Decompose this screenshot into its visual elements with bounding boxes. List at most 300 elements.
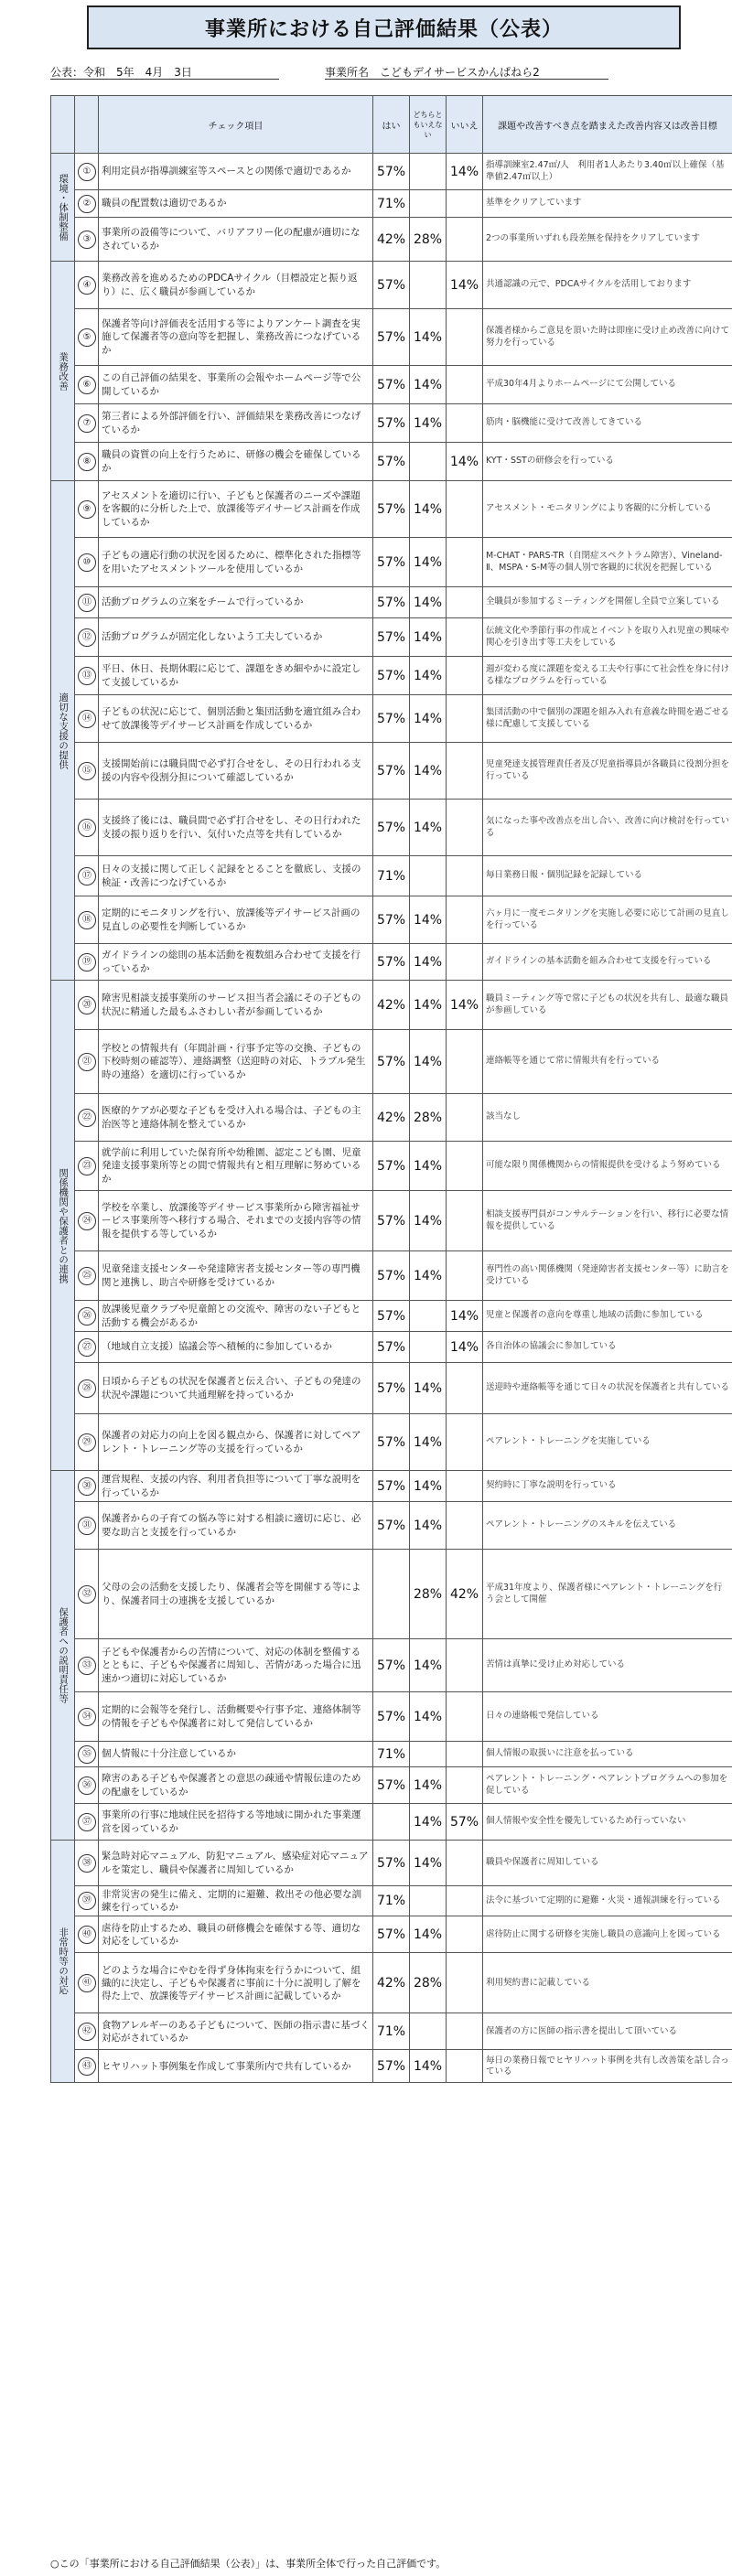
office-underline (325, 79, 608, 80)
neither-percent: 14% (410, 743, 447, 800)
yes-percent: 57% (373, 2050, 410, 2083)
neither-header: どちらともいえない (410, 96, 447, 154)
no-percent (447, 856, 483, 896)
check-item: ヒヤリハット事例集を作成して事業所内で共有しているか (99, 2050, 373, 2083)
row-number-cell (75, 587, 99, 618)
check-item: 障害のある子どもや保護者との意思の疎通や情報伝達のための配慮をしているか (99, 1767, 373, 1804)
row-number: ⑮ (78, 762, 96, 780)
neither-percent: 14% (410, 1502, 447, 1550)
no-percent (447, 2050, 483, 2083)
check-item: 児童発達支援センターや発達障害者支援センター等の専門機関と連携し、助言や研修を受けているか (99, 1251, 373, 1301)
neither-percent: 14% (410, 587, 447, 618)
row-number-cell (75, 981, 99, 1030)
row-number: ㉓ (78, 1157, 96, 1175)
check-item: 第三者による外部評価を行い、評価結果を業務改善につなげているか (99, 404, 373, 443)
improvement-note: 各自治体の協議会に参加している (483, 1332, 732, 1363)
check-item: 職員の配置数は適切であるか (99, 190, 373, 218)
table-row (51, 154, 732, 190)
check-item: ガイドラインの総則の基本活動を複数組み合わせて支援を行っているか (99, 944, 373, 981)
improvement-note: ペアレント・トレーニングのスキルを伝えている (483, 1502, 732, 1550)
neither-percent: 14% (410, 1692, 447, 1742)
row-number-cell (75, 944, 99, 981)
check-item: 日頃から子どもの状況を保護者と伝え合い、子どもの発達の状況や課題について共通理解を持っているか (99, 1363, 373, 1414)
check-item: 保護者の対応力の向上を図る観点から、保護者に対してペアレント・トレーニング等の支援を行っているか (99, 1414, 373, 1471)
check-item: 放課後児童クラブや児童館との交流や、障害のない子どもと活動する機会があるか (99, 1301, 373, 1332)
check-item: （地域自立支援）協議会等へ積極的に参加しているか (99, 1332, 373, 1363)
neither-percent: 14% (410, 800, 447, 856)
neither-percent: 14% (410, 1916, 447, 1953)
category-header (51, 96, 75, 154)
row-number: ㊲ (78, 1813, 96, 1831)
no-percent: 14% (447, 1301, 483, 1332)
yes-percent: 57% (373, 404, 410, 443)
row-number: ⑭ (78, 710, 96, 728)
row-number: ㉕ (78, 1267, 96, 1285)
no-percent (447, 800, 483, 856)
yes-percent: 42% (373, 981, 410, 1030)
improvement-note: 筋肉・脳機能に受けて改善してきている (483, 404, 732, 443)
yes-percent: 57% (373, 1251, 410, 1301)
check-item: 保護者等向け評価表を活用する等によりアンケート調査を実施して保護者等の意向等を把握し、業務改善につなげているか (99, 309, 373, 366)
no-percent (447, 404, 483, 443)
table-row (51, 190, 732, 218)
row-number-cell (75, 190, 99, 218)
yes-percent: 57% (373, 1767, 410, 1804)
yes-percent: 57% (373, 896, 410, 944)
row-number: ④ (78, 276, 96, 295)
improvement-note: 指導訓練室2.47㎡/人 利用者1人あたり3.40㎡以上確保（基準値2.47㎡以上） (483, 154, 732, 190)
neither-percent: 14% (410, 1414, 447, 1471)
neither-percent: 28% (410, 1953, 447, 2013)
yes-percent: 57% (373, 743, 410, 800)
no-percent (447, 1639, 483, 1692)
improvement-note: 保護者の方に医師の指示書を提出して頂いている (483, 2013, 732, 2050)
row-number-cell (75, 1191, 99, 1251)
table-row (51, 896, 732, 944)
yes-percent: 42% (373, 218, 410, 262)
footer-note: ○この「事業所における自己評価結果（公表）」は、事業所全体で行った自己評価です。 (50, 2558, 447, 2570)
neither-percent: 14% (410, 1841, 447, 1886)
no-percent (447, 1767, 483, 1804)
date-underline (50, 79, 279, 80)
no-percent (447, 190, 483, 218)
improvement-note: 児童と保護者の意向を尊重し地域の活動に参加している (483, 1301, 732, 1332)
neither-percent: 14% (410, 618, 447, 657)
table-row (51, 1804, 732, 1841)
row-number: ㊱ (78, 1776, 96, 1795)
table-row (51, 1841, 732, 1886)
table-row (51, 618, 732, 657)
table-row (51, 1332, 732, 1363)
row-number-cell (75, 1639, 99, 1692)
row-number-cell (75, 1030, 99, 1094)
yes-percent: 57% (373, 1414, 410, 1471)
table-row (51, 856, 732, 896)
row-number-cell (75, 1332, 99, 1363)
row-number: ⑩ (78, 553, 96, 572)
no-percent: 14% (447, 1332, 483, 1363)
row-number: ① (78, 163, 96, 181)
table-row (51, 1550, 732, 1639)
no-percent (447, 1502, 483, 1550)
neither-percent: 14% (410, 1363, 447, 1414)
improvement-note: 基準をクリアしています (483, 190, 732, 218)
no-percent (447, 538, 483, 587)
row-number-cell (75, 154, 99, 190)
table-row (51, 1767, 732, 1804)
row-number: ③ (78, 231, 96, 249)
row-number-cell (75, 309, 99, 366)
row-number-cell (75, 1550, 99, 1639)
table-row (51, 587, 732, 618)
no-percent (447, 944, 483, 981)
check-item: 緊急時対応マニュアル、防犯マニュアル、感染症対応マニュアルを策定し、職員や保護者に周知しているか (99, 1841, 373, 1886)
row-number: ㊳ (78, 1854, 96, 1873)
row-number-cell (75, 262, 99, 309)
publish-date: 公表：令和 5年 4月 3日 (50, 66, 192, 79)
no-percent (447, 2013, 483, 2050)
check-item: この自己評価の結果を、事業所の会報やホームページ等で公開しているか (99, 366, 373, 404)
row-number-cell (75, 1471, 99, 1502)
table-row (51, 743, 732, 800)
row-number: ⑥ (78, 376, 96, 394)
row-number-cell (75, 856, 99, 896)
improvement-note: 全職員が参加するミーティングを開催し全員で立案している (483, 587, 732, 618)
table-row (51, 944, 732, 981)
yes-percent: 57% (373, 1916, 410, 1953)
row-number-cell (75, 1142, 99, 1191)
category-cell: 環境・体制整備 (51, 154, 75, 262)
improvement-note: 児童発達支援管理責任者及び児童指導員が各職員に役割分担を行っている (483, 743, 732, 800)
neither-percent: 14% (410, 2050, 447, 2083)
yes-percent: 57% (373, 587, 410, 618)
table-row (51, 1916, 732, 1953)
improvement-note: 平成31年度より、保護者様にペアレント・トレーニングを行う会として開催 (483, 1550, 732, 1639)
neither-percent: 28% (410, 1094, 447, 1142)
item-header: チェック項目 (99, 96, 373, 154)
row-number: ⑫ (78, 628, 96, 647)
table-row (51, 1142, 732, 1191)
yes-percent: 57% (373, 1030, 410, 1094)
yes-percent: 57% (373, 1471, 410, 1502)
yes-percent: 71% (373, 2013, 410, 2050)
neither-percent (410, 262, 447, 309)
neither-percent: 14% (410, 944, 447, 981)
yes-percent: 57% (373, 481, 410, 538)
table-row (51, 366, 732, 404)
no-percent (447, 1841, 483, 1886)
check-item: アセスメントを適切に行い、子どもと保護者のニーズや課題を客観的に分析した上で、放課後等デイサービス計画を作成しているか (99, 481, 373, 538)
table-row (51, 1953, 732, 2013)
row-number-cell (75, 1692, 99, 1742)
check-item: 業務改善を進めるためのPDCAサイクル（目標設定と振り返り）に、広く職員が参画しているか (99, 262, 373, 309)
check-item: 支援開始前には職員間で必ず打合せをし、その日行われる支援の内容や役割分担について確認しているか (99, 743, 373, 800)
check-item: 医療的ケアが必要な子どもを受け入れる場合は、子どもの主治医等と連絡体制を整えているか (99, 1094, 373, 1142)
row-number-cell (75, 1916, 99, 1953)
no-percent (447, 218, 483, 262)
check-item: 活動プログラムの立案をチームで行っているか (99, 587, 373, 618)
table-row (51, 1742, 732, 1767)
table-row (51, 1471, 732, 1502)
row-number-cell (75, 538, 99, 587)
improvement-note: 個人情報や安全性を優先しているため行っていない (483, 1804, 732, 1841)
row-number-cell (75, 218, 99, 262)
check-item: 保護者からの子育ての悩み等に対する相談に適切に応じ、必要な助言と支援を行っているか (99, 1502, 373, 1550)
improvement-note: 該当なし (483, 1094, 732, 1142)
neither-percent: 14% (410, 896, 447, 944)
no-percent (447, 366, 483, 404)
yes-percent: 42% (373, 1094, 410, 1142)
yes-percent: 57% (373, 1332, 410, 1363)
yes-percent: 71% (373, 1886, 410, 1916)
neither-percent: 14% (410, 1767, 447, 1804)
no-percent (447, 1886, 483, 1916)
improvement-note: 法令に基づいて定期的に避難・火災・通報訓練を行っている (483, 1886, 732, 1916)
row-number: ⑰ (78, 867, 96, 886)
row-number: ㉔ (78, 1212, 96, 1230)
no-percent: 14% (447, 262, 483, 309)
neither-percent: 14% (410, 1251, 447, 1301)
number-header (75, 96, 99, 154)
check-item: 障害児相談支援事業所のサービス担当者会議にその子どもの状況に精通した最もふさわしい者が参画しているか (99, 981, 373, 1030)
table-row (51, 1094, 732, 1142)
row-number-cell (75, 2050, 99, 2083)
row-number-cell (75, 1804, 99, 1841)
neither-percent: 14% (410, 981, 447, 1030)
table-row (51, 1251, 732, 1301)
improvement-note: 職員や保護者に周知している (483, 1841, 732, 1886)
improvement-note: 利用契約書に記載している (483, 1953, 732, 2013)
no-percent (447, 1030, 483, 1094)
check-item: 利用定員が指導訓練室等スペースとの関係で適切であるか (99, 154, 373, 190)
neither-percent (410, 2013, 447, 2050)
table-row (51, 657, 732, 695)
row-number: ⑪ (78, 594, 96, 612)
table-row (51, 1301, 732, 1332)
no-percent (447, 1742, 483, 1767)
neither-percent (410, 1742, 447, 1767)
improvement-note: 日々の連絡帳で発信している (483, 1692, 732, 1742)
improvement-note: 契約時に丁寧な説明を行っている (483, 1471, 732, 1502)
row-number: ㉝ (78, 1657, 96, 1675)
yes-percent: 57% (373, 944, 410, 981)
yes-percent: 57% (373, 309, 410, 366)
table-row (51, 800, 732, 856)
yes-percent: 57% (373, 1502, 410, 1550)
no-percent (447, 657, 483, 695)
row-number: ② (78, 195, 96, 213)
table-row (51, 695, 732, 743)
yes-percent: 57% (373, 1841, 410, 1886)
evaluation-table (50, 95, 732, 2083)
row-number-cell (75, 618, 99, 657)
table-row (51, 404, 732, 443)
row-number-cell (75, 1742, 99, 1767)
row-number: ⑦ (78, 414, 96, 433)
no-percent (447, 1363, 483, 1414)
no-percent: 57% (447, 1804, 483, 1841)
row-number: ㉙ (78, 1433, 96, 1452)
no-percent (447, 309, 483, 366)
row-number-cell (75, 2013, 99, 2050)
row-number-cell (75, 695, 99, 743)
row-number-cell (75, 1414, 99, 1471)
row-number-cell (75, 404, 99, 443)
improvement-note: M-CHAT・PARS-TR（自閉症スペクトラム障害）、Vineland-Ⅱ、MSPA・S-M等の個人別で客観的に状況を把握している (483, 538, 732, 587)
row-number: ⑨ (78, 500, 96, 519)
row-number: ㊸ (78, 2057, 96, 2076)
category-cell: 業務改善 (51, 262, 75, 481)
row-number: ㉛ (78, 1517, 96, 1535)
row-number-cell (75, 896, 99, 944)
table-row (51, 981, 732, 1030)
row-number-cell (75, 1953, 99, 2013)
yes-percent: 57% (373, 800, 410, 856)
category-cell: 関係機関や保護者との連携 (51, 981, 75, 1471)
row-number: ⑧ (78, 453, 96, 471)
no-percent (447, 1251, 483, 1301)
check-item: 虐待を防止するため、職員の研修機会を確保する等、適切な対応をしているか (99, 1916, 373, 1953)
yes-percent: 57% (373, 1692, 410, 1742)
row-number: ⑳ (78, 996, 96, 1014)
check-item: 非常災害の発生に備え、定期的に避難、救出その他必要な訓練を行っているか (99, 1886, 373, 1916)
row-number: ⑱ (78, 911, 96, 929)
neither-percent: 14% (410, 538, 447, 587)
table-row (51, 1502, 732, 1550)
improvement-note: 専門性の高い関係機関（発達障害者支援センター等）に助言を受けている (483, 1251, 732, 1301)
yes-percent: 57% (373, 1363, 410, 1414)
improvement-note: 毎日業務日報・個別記録を記録している (483, 856, 732, 896)
table-row (51, 1030, 732, 1094)
neither-percent: 14% (410, 1804, 447, 1841)
neither-percent: 14% (410, 366, 447, 404)
row-number: ⑯ (78, 819, 96, 837)
yes-percent: 57% (373, 538, 410, 587)
row-number-cell (75, 1502, 99, 1550)
table-row (51, 2050, 732, 2083)
check-item: 学校との情報共有（年間計画・行事予定等の交換、子どもの下校時刻の確認等）、連絡調整（送迎時の対応、トラブル発生時の連絡）を適切に行っているか (99, 1030, 373, 1094)
yes-percent: 57% (373, 262, 410, 309)
yes-percent: 57% (373, 1191, 410, 1251)
no-percent (447, 1692, 483, 1742)
check-item: 職員の資質の向上を行うために、研修の機会を確保しているか (99, 443, 373, 481)
no-percent (447, 1414, 483, 1471)
neither-percent: 14% (410, 404, 447, 443)
yes-percent: 57% (373, 154, 410, 190)
page-title: 事業所における自己評価結果（公表） (87, 5, 681, 49)
improvement-note: 共通認識の元で、PDCAサイクルを活用しております (483, 262, 732, 309)
yes-percent (373, 1804, 410, 1841)
improvement-note: 気になった事や改善点を出し合い、改善に向け検討を行っている (483, 800, 732, 856)
check-item: 事業所の設備等について、バリアフリー化の配慮が適切になされているか (99, 218, 373, 262)
check-item: 就学前に利用していた保育所や幼稚園、認定こども園、児童発達支援事業所等との間で情報共有と相互理解に努めているか (99, 1142, 373, 1191)
neither-percent: 14% (410, 1471, 447, 1502)
neither-percent (410, 1301, 447, 1332)
table-row (51, 1363, 732, 1414)
row-number: ㉞ (78, 1708, 96, 1726)
check-item: 子どもの適応行動の状況を図るために、標準化された指標等を用いたアセスメントツールを使用しているか (99, 538, 373, 587)
neither-percent: 14% (410, 1639, 447, 1692)
neither-percent (410, 154, 447, 190)
no-percent (447, 481, 483, 538)
table-row (51, 1639, 732, 1692)
row-number-cell (75, 1886, 99, 1916)
no-percent: 14% (447, 154, 483, 190)
improvement-note: 毎日の業務日報でヒヤリハット事例を共有し改善策を話し合っている (483, 2050, 732, 2083)
yes-percent: 57% (373, 618, 410, 657)
neither-percent: 14% (410, 309, 447, 366)
row-number-cell (75, 1767, 99, 1804)
check-item: 子どもの状況に応じて、個別活動と集団活動を適宜組み合わせて放課後等デイサービス計画を作成しているか (99, 695, 373, 743)
yes-header: はい (373, 96, 410, 154)
row-number-cell (75, 1094, 99, 1142)
check-item: 活動プログラムが固定化しないよう工夫しているか (99, 618, 373, 657)
row-number: ㉗ (78, 1338, 96, 1357)
neither-percent (410, 190, 447, 218)
improvement-note: 職員ミーティング等で常に子どもの状況を共有し、最適な職員が参画している (483, 981, 732, 1030)
row-number: ㉑ (78, 1053, 96, 1071)
row-number: ㊴ (78, 1892, 96, 1910)
neither-percent: 14% (410, 695, 447, 743)
table-header-row (51, 96, 732, 154)
check-item: 食物アレルギーのある子どもについて、医師の指示書に基づく対応がされているか (99, 2013, 373, 2050)
neither-percent: 14% (410, 657, 447, 695)
neither-percent: 14% (410, 1191, 447, 1251)
no-percent (447, 1191, 483, 1251)
table-row (51, 1886, 732, 1916)
row-number: ㊷ (78, 2023, 96, 2041)
table-row (51, 218, 732, 262)
no-percent (447, 743, 483, 800)
row-number: ㉜ (78, 1585, 96, 1604)
table-row (51, 309, 732, 366)
yes-percent: 71% (373, 1742, 410, 1767)
row-number: ⑤ (78, 328, 96, 347)
neither-percent: 14% (410, 1142, 447, 1191)
row-number-cell (75, 1363, 99, 1414)
table-row (51, 443, 732, 481)
no-header: いいえ (447, 96, 483, 154)
no-percent (447, 896, 483, 944)
check-item: 平日、休日、長期休暇に応じて、課題をきめ細やかに設定して支援しているか (99, 657, 373, 695)
row-number-cell (75, 1301, 99, 1332)
row-number-cell (75, 443, 99, 481)
check-item: 個人情報に十分注意しているか (99, 1742, 373, 1767)
row-number-cell (75, 800, 99, 856)
yes-percent: 57% (373, 695, 410, 743)
yes-percent: 71% (373, 856, 410, 896)
row-number: ㉟ (78, 1745, 96, 1764)
office-name: 事業所名 こどもデイサービスかんぱねら2 (325, 66, 540, 79)
row-number-cell (75, 481, 99, 538)
check-item: 定期的にモニタリングを行い、放課後等デイサービス計画の見直しの必要性を判断しているか (99, 896, 373, 944)
neither-percent: 14% (410, 481, 447, 538)
improvement-note: 2つの事業所いずれも段差無を保持をクリアしています (483, 218, 732, 262)
improvement-note: 可能な限り関係機関からの情報提供を受けるよう努めている (483, 1142, 732, 1191)
yes-percent: 57% (373, 1301, 410, 1332)
improvement-note: 相談支援専門員がコンサルテーションを行い、移行に必要な情報を提供している (483, 1191, 732, 1251)
check-item: どのような場合にやむを得ず身体拘束を行うかについて、組織的に決定し、子どもや保護者に事前に十分に説明し了解を得た上で、放課後等デイサービス計画に記載しているか (99, 1953, 373, 2013)
neither-percent: 28% (410, 218, 447, 262)
check-item: 父母の会の活動を支援したり、保護者会等を開催する等により、保護者同士の連携を支援しているか (99, 1550, 373, 1639)
improvement-note: 保護者様からご意見を頂いた時は即座に受け止め改善に向けて努力を行っている (483, 309, 732, 366)
improvement-note: 連絡帳等を通じて常に情報共有を行っている (483, 1030, 732, 1094)
check-item: 事業所の行事に地域住民を招待する等地域に開かれた事業運営を図っているか (99, 1804, 373, 1841)
check-item: 運営規程、支援の内容、利用者負担等について丁寧な説明を行っているか (99, 1471, 373, 1502)
check-item: 学校を卒業し、放課後等デイサービス事業所から障害福祉サービス事業所等へ移行する場合、それまでの支援内容等の情報を提供する等しているか (99, 1191, 373, 1251)
table-row (51, 538, 732, 587)
yes-percent: 57% (373, 657, 410, 695)
